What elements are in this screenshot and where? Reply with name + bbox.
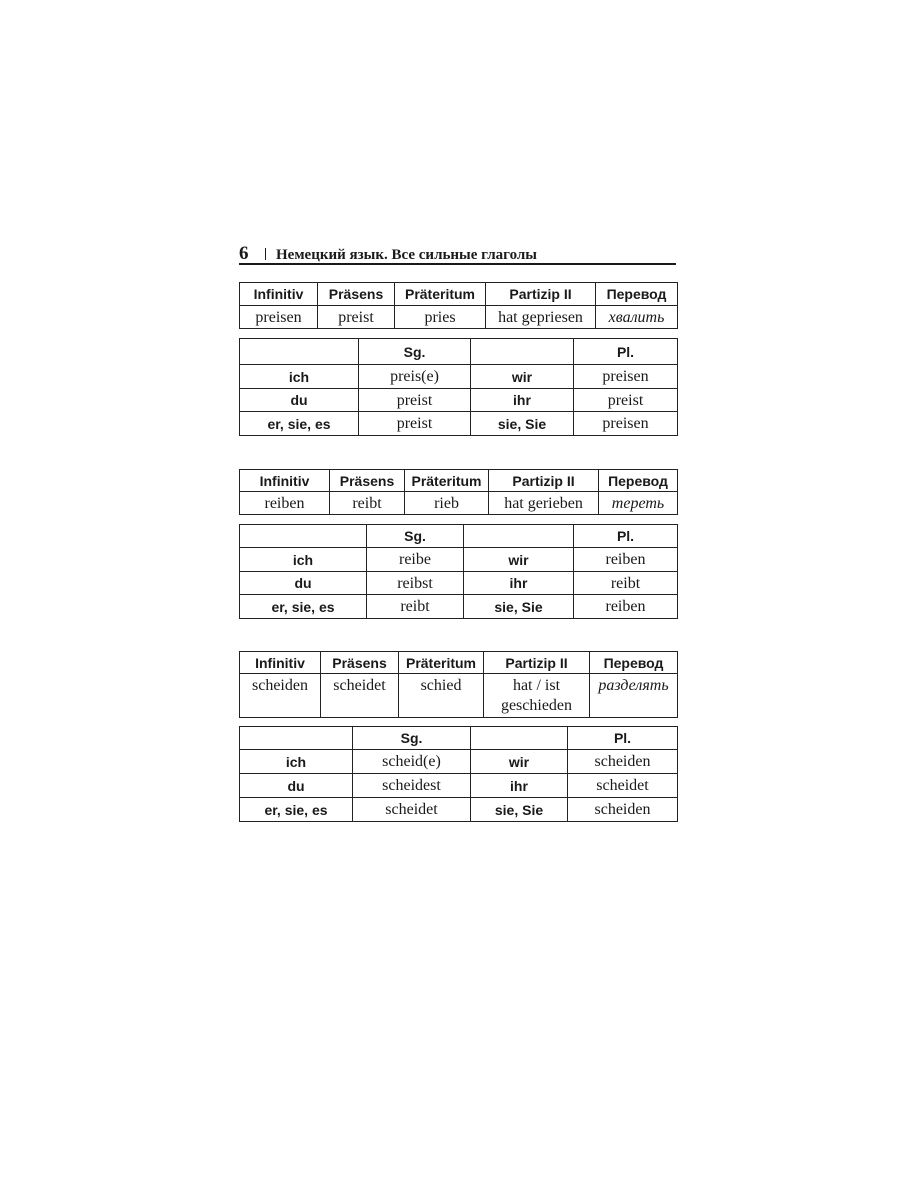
conjugation-header-row: [240, 525, 678, 548]
header-translation: Перевод: [599, 470, 678, 492]
partizip-cell: hat gerieben: [489, 492, 599, 515]
header-separator: [265, 248, 266, 260]
header-pl: Pl.: [574, 525, 678, 548]
empty-header-cell: [240, 339, 359, 365]
pronoun-ihr: ihr: [471, 389, 574, 412]
pl-form: reiben: [574, 595, 678, 619]
sg-form: preist: [359, 412, 471, 436]
empty-header-cell: [240, 525, 367, 548]
partizip-cell: [484, 674, 590, 718]
empty-header-cell: [471, 339, 574, 365]
verb-forms-table: [239, 469, 678, 515]
conjugation-row: [240, 548, 678, 572]
header-infinitiv: Infinitiv: [240, 470, 330, 492]
conjugation-row: [240, 798, 678, 822]
pl-form: reibt: [574, 572, 678, 595]
pronoun-wir: wir: [471, 365, 574, 389]
empty-header-cell: [471, 727, 568, 750]
partizip-line-2: geschieden: [500, 697, 573, 714]
header-sg: Sg.: [367, 525, 464, 548]
empty-header-cell: [240, 727, 353, 750]
conjugation-row: [240, 750, 678, 774]
conjugation-row: [240, 595, 678, 619]
header-partizip: Partizip II: [484, 652, 590, 674]
header-praeteritum: Präteritum: [405, 470, 489, 492]
pronoun-du: du: [240, 774, 353, 798]
conjugation-row: [240, 412, 678, 436]
pl-form: scheiden: [568, 750, 678, 774]
page-header: [239, 243, 676, 265]
conjugation-table: [239, 338, 678, 436]
pronoun-sie: sie, Sie: [471, 798, 568, 822]
header-sg: Sg.: [359, 339, 471, 365]
pl-form: preisen: [574, 365, 678, 389]
sg-form: preis(e): [359, 365, 471, 389]
verb-forms-row: [240, 306, 678, 329]
conjugation-row: [240, 365, 678, 389]
sg-form: reibt: [367, 595, 464, 619]
pronoun-ihr: ihr: [471, 774, 568, 798]
verb-forms-row: [240, 492, 678, 515]
pl-form: scheidet: [568, 774, 678, 798]
pronoun-ich: ich: [240, 365, 359, 389]
pronoun-sie: sie, Sie: [464, 595, 574, 619]
sg-form: scheidest: [353, 774, 471, 798]
pronoun-sie: sie, Sie: [471, 412, 574, 436]
empty-header-cell: [464, 525, 574, 548]
praesens-cell: reibt: [330, 492, 405, 515]
pl-form: preist: [574, 389, 678, 412]
verb-forms-row: [240, 674, 678, 718]
translation-cell: хвалить: [596, 306, 678, 329]
sg-form: scheid(e): [353, 750, 471, 774]
header-partizip: Partizip II: [489, 470, 599, 492]
header-praeteritum: Präteritum: [395, 283, 486, 306]
pronoun-wir: wir: [471, 750, 568, 774]
pronoun-du: du: [240, 572, 367, 595]
pronoun-ihr: ihr: [464, 572, 574, 595]
header-translation: Перевод: [590, 652, 678, 674]
header-translation: Перевод: [596, 283, 678, 306]
header-pl: Pl.: [568, 727, 678, 750]
pronoun-er: er, sie, es: [240, 595, 367, 619]
header-praeteritum: Präteritum: [399, 652, 484, 674]
page-number: 6: [239, 243, 249, 264]
conjugation-table: [239, 524, 678, 619]
partizip-line-1: hat / ist: [512, 677, 561, 694]
partizip-cell: hat gepriesen: [486, 306, 596, 329]
infinitiv-cell: preisen: [240, 306, 318, 329]
header-praesens: Präsens: [321, 652, 399, 674]
pronoun-ich: ich: [240, 548, 367, 572]
infinitiv-cell: scheiden: [240, 674, 321, 718]
praeteritum-cell: pries: [395, 306, 486, 329]
conjugation-header-row: [240, 727, 678, 750]
pronoun-wir: wir: [464, 548, 574, 572]
verb-forms-header-row: [240, 652, 678, 674]
header-pl: Pl.: [574, 339, 678, 365]
conjugation-row: [240, 389, 678, 412]
sg-form: reibst: [367, 572, 464, 595]
sg-form: reibe: [367, 548, 464, 572]
header-sg: Sg.: [353, 727, 471, 750]
praeteritum-cell: schied: [399, 674, 484, 718]
praesens-cell: preist: [318, 306, 395, 329]
header-praesens: Präsens: [330, 470, 405, 492]
running-title: Немецкий язык. Все сильные глаголы: [276, 247, 538, 263]
pl-form: reiben: [574, 548, 678, 572]
conjugation-table: [239, 726, 678, 822]
header-infinitiv: Infinitiv: [240, 283, 318, 306]
pl-form: scheiden: [568, 798, 678, 822]
conjugation-row: [240, 572, 678, 595]
header-partizip: Partizip II: [486, 283, 596, 306]
sg-form: preist: [359, 389, 471, 412]
infinitiv-cell: reiben: [240, 492, 330, 515]
praeteritum-cell: rieb: [405, 492, 489, 515]
praesens-cell: scheidet: [321, 674, 399, 718]
header-infinitiv: Infinitiv: [240, 652, 321, 674]
pronoun-er: er, sie, es: [240, 412, 359, 436]
translation-cell: тереть: [599, 492, 678, 515]
verb-forms-table: [239, 282, 678, 329]
conjugation-row: [240, 774, 678, 798]
pronoun-er: er, sie, es: [240, 798, 353, 822]
pronoun-du: du: [240, 389, 359, 412]
verb-forms-header-row: [240, 470, 678, 492]
verb-forms-header-row: [240, 283, 678, 306]
pl-form: preisen: [574, 412, 678, 436]
verb-forms-table: [239, 651, 678, 718]
translation-cell: разделять: [590, 674, 678, 718]
sg-form: scheidet: [353, 798, 471, 822]
conjugation-header-row: [240, 339, 678, 365]
pronoun-ich: ich: [240, 750, 353, 774]
header-praesens: Präsens: [318, 283, 395, 306]
